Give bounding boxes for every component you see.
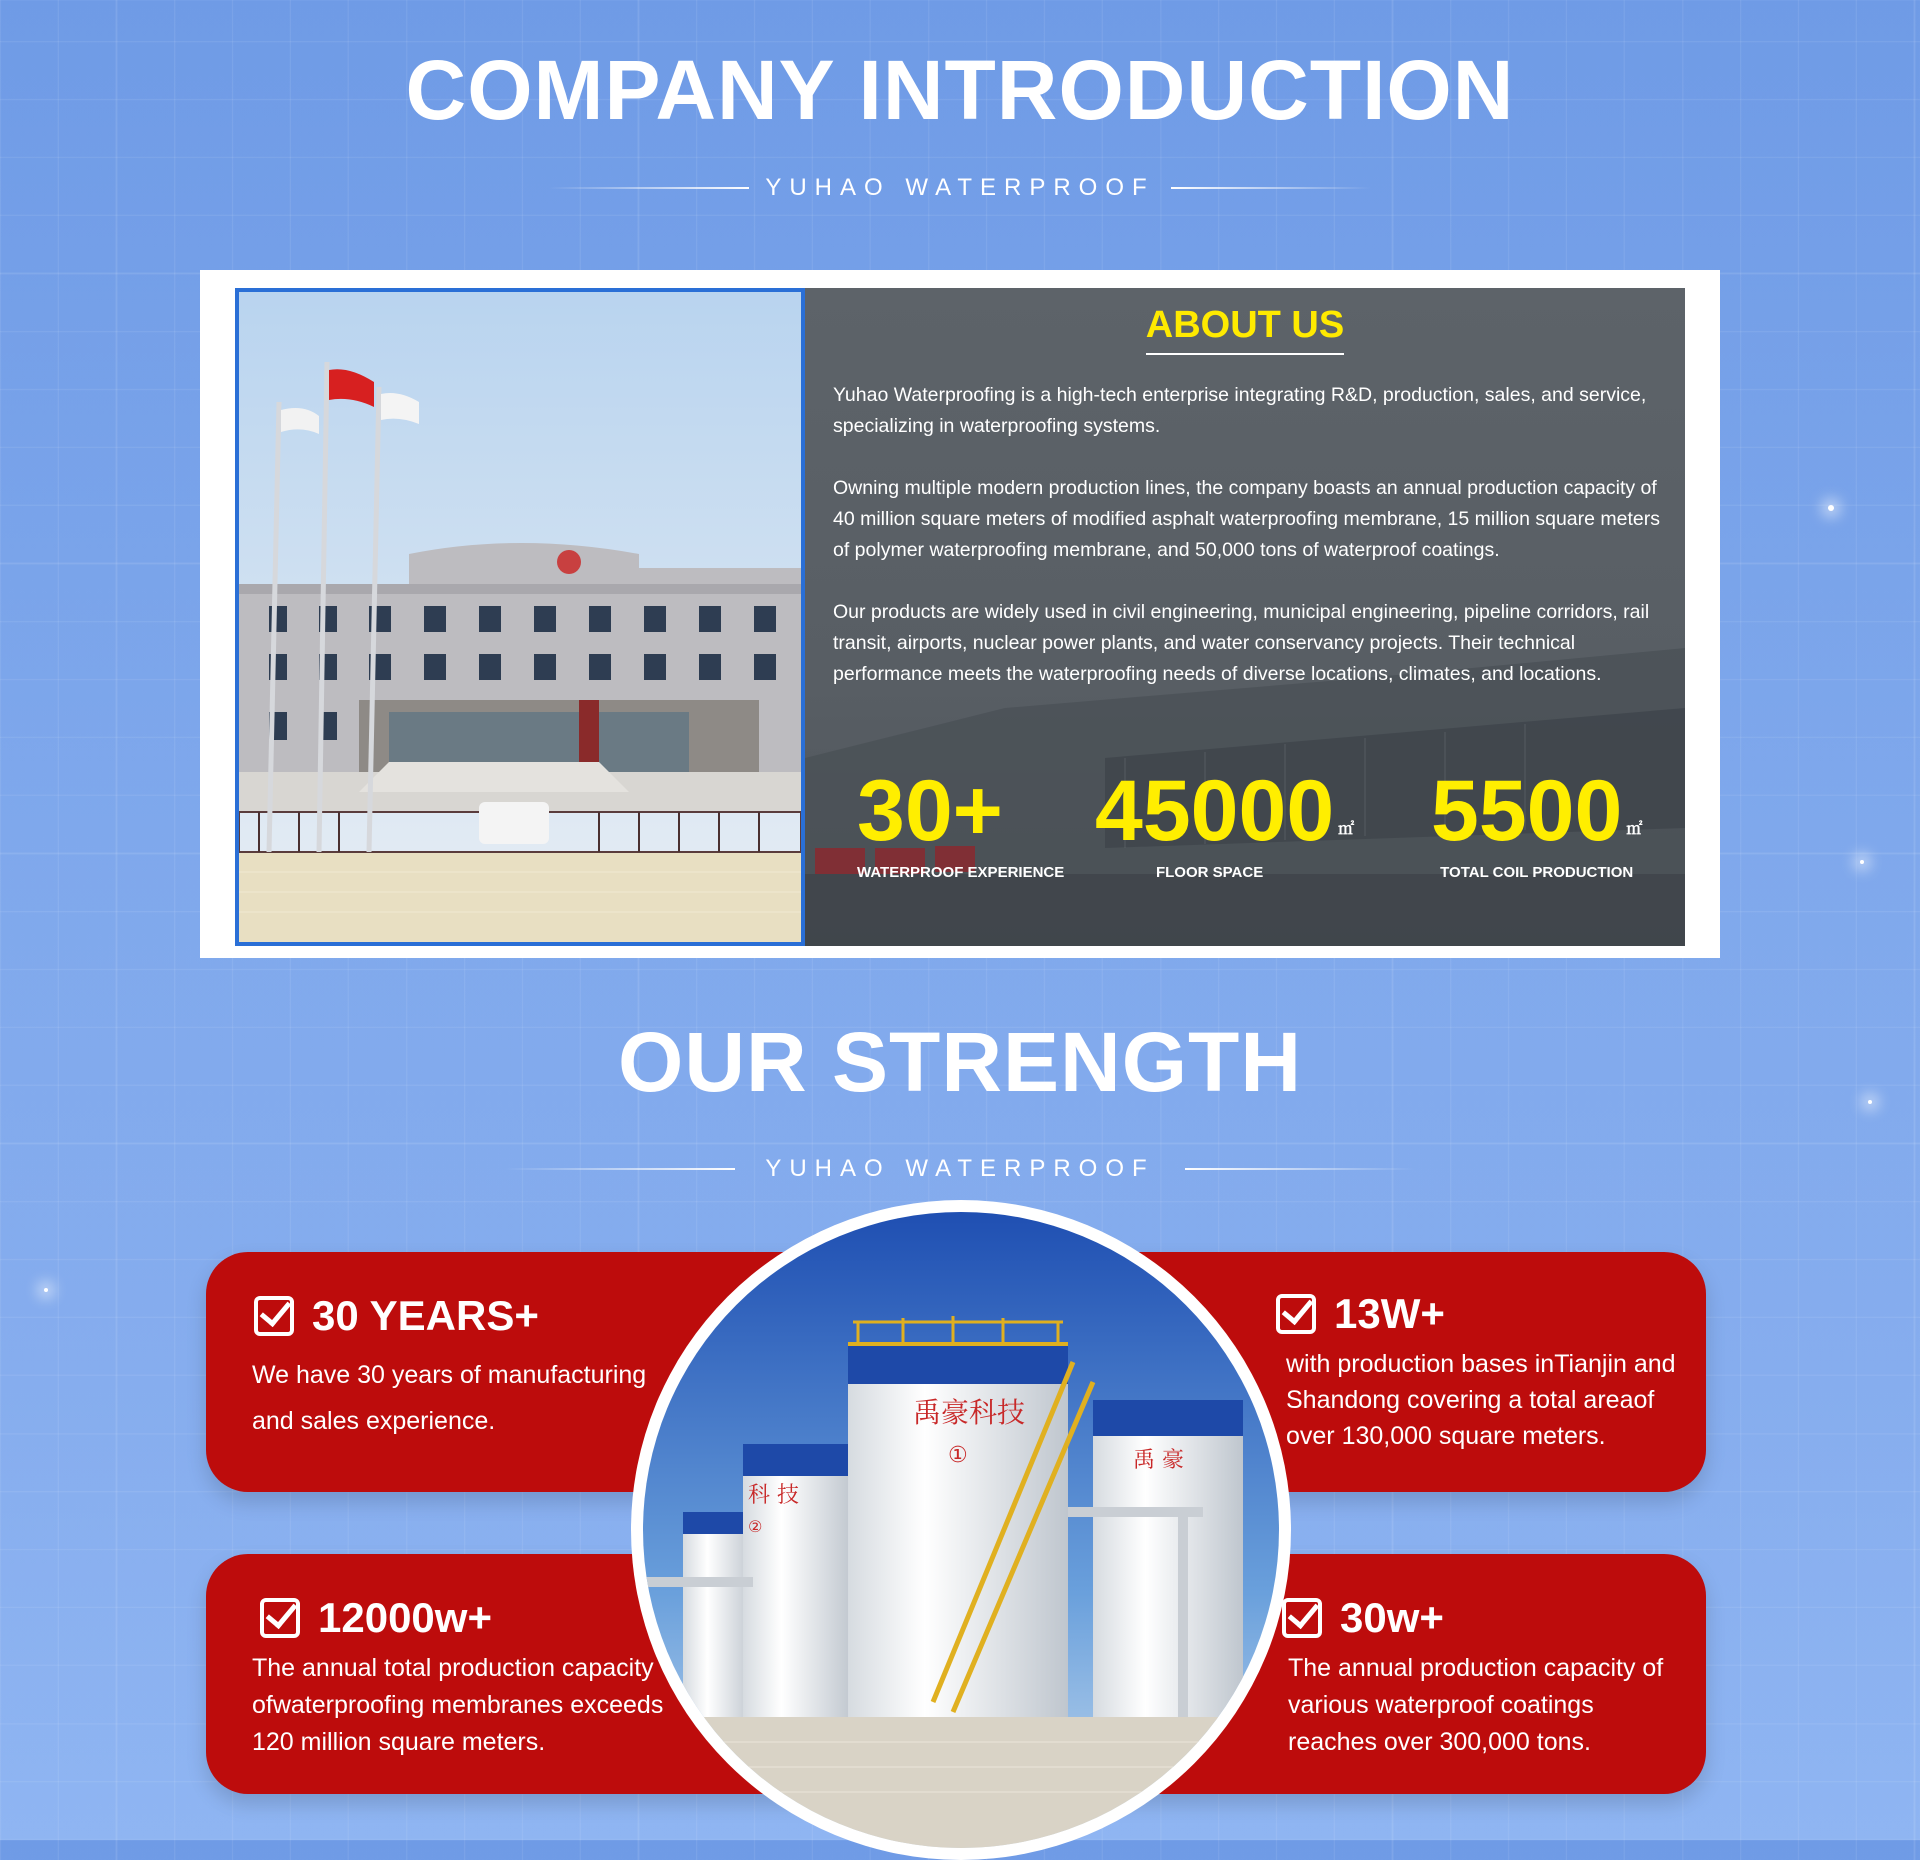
divider-line-right [1185,1168,1415,1170]
subtitle-text: YUHAO WATERPROOF [765,1155,1155,1182]
divider-line-left [505,1168,735,1170]
subtitle-text: YUHAO WATERPROOF [765,174,1155,201]
checkbox-icon [1276,1294,1316,1334]
stat-value: 5500 [1431,763,1623,859]
stat-label: WATERPROOF EXPERIENCE [857,864,1065,881]
tank-label: 禹 豪 [1133,1448,1184,1473]
stat-coil-production [1431,763,1643,881]
stat-experience [857,763,1065,881]
tank-label: 禹豪科技 [913,1396,1026,1429]
company-introduction-title: COMPANY INTRODUCTION [405,43,1515,137]
tank-number: ① [948,1443,968,1468]
strength-card-text: The annual production capacity of various waterproof coatings reaches over 300,000 tons. [1288,1654,1664,1756]
company-building-photo [235,288,805,946]
building-illustration [239,292,801,942]
stat-unit: ㎡ [1338,821,1355,838]
strength-card-title: 12000w+ [318,1594,492,1641]
checkbox-icon [260,1598,300,1638]
about-paragraph: Yuhao Waterproofing is a high-tech enterprise integrating R&D, production, sales, and service, specializing in waterproofing systems. [833,384,1647,437]
strength-card-title: 13W+ [1334,1290,1445,1337]
about-paragraph: Owning multiple modern production lines, the company boasts an annual production capacity of 40 million square meters of modified asphalt waterproofing membrane, 15 million square meters of polymer waterproofing membrane, and 50,000 tons of waterproof coatings. [833,477,1660,561]
about-us-heading-text: ABOUT US [1146,304,1344,355]
strength-card-text: with production bases inTianjin and Shandong covering a total areaof over 130,000 square meters. [1286,1350,1676,1450]
sparkle-decoration [1860,860,1864,864]
tanks-illustration [643,1212,1279,1848]
stat-unit: ㎡ [1626,821,1643,838]
checkbox-icon [254,1296,294,1336]
our-strength-title: OUR STRENGTH [618,1015,1302,1109]
sparkle-decoration [44,1288,48,1292]
about-us-panel [805,288,1685,946]
stat-value: 30+ [857,763,1003,859]
stat-floor-space [1095,763,1355,881]
strength-card-title: 30 YEARS+ [312,1292,539,1339]
storage-tanks-photo [631,1200,1291,1860]
strength-card-text: The annual total production capacity ofwaterproofing membranes exceeds 120 million square meters. [252,1654,664,1756]
strength-card-text: We have 30 years of manufacturing and sales experience. [252,1361,647,1435]
sparkle-decoration [1828,505,1834,511]
strength-card-title: 30w+ [1340,1594,1444,1641]
about-us-body [833,380,1663,721]
stat-label: FLOOR SPACE [1155,864,1264,881]
about-us-heading [805,304,1685,355]
tank-number: ② [748,1517,763,1536]
checkbox-icon [1282,1598,1322,1638]
about-paragraph: Our products are widely used in civil engineering, municipal engineering, pipeline corridors, rail transit, airports, nuclear power plants, and water conservancy projects. Their technical performance meets the waterproofing needs of diverse locations, climates, and locations. [833,601,1650,685]
stat-value: 45000 [1095,763,1335,859]
divider-line-left [549,187,749,189]
our-strength-subtitle [0,1155,1920,1183]
tank-label: 科 技 [748,1483,799,1508]
divider-line-right [1171,187,1371,189]
company-introduction-subtitle [0,174,1920,202]
stat-label: TOTAL COIL PRODUCTION [1440,864,1634,881]
